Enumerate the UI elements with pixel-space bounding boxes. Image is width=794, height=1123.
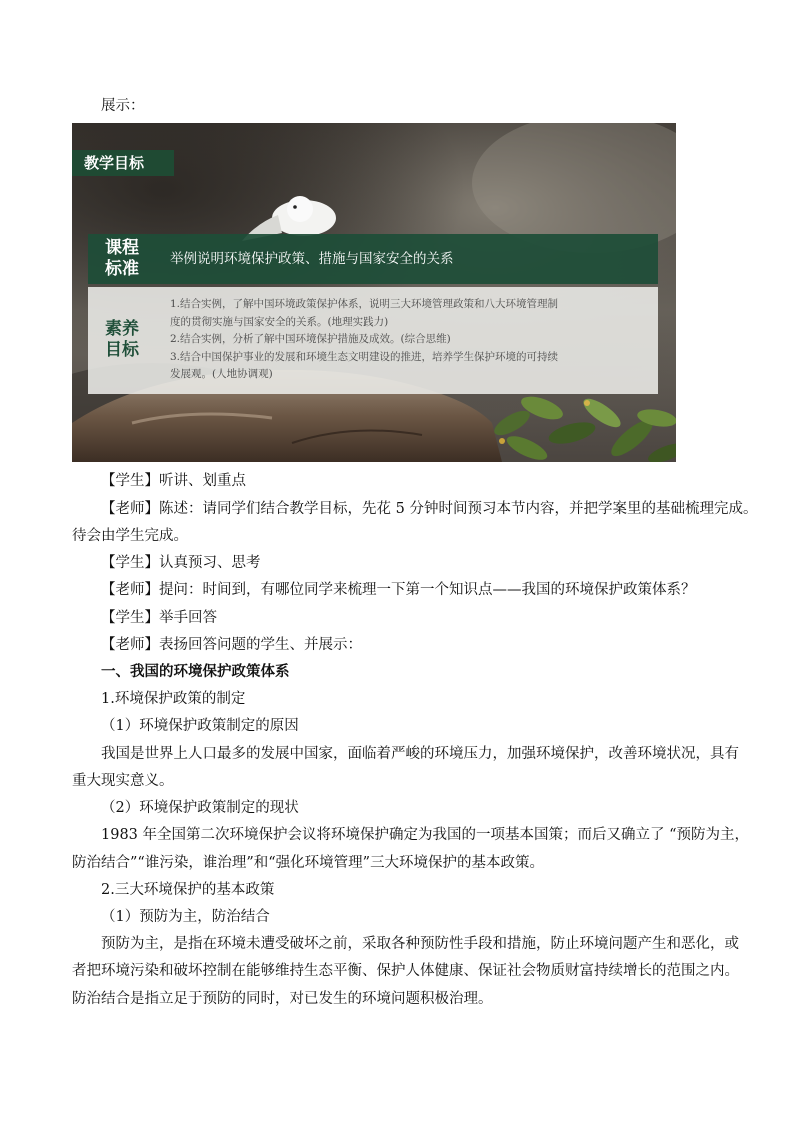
paragraph-line: 1983 年全国第二次环境保护会议将环境保护确定为我国的一项基本国策；而后又确立了 “预防为主， xyxy=(101,827,750,843)
paragraph-line: 【学生】听讲、划重点 xyxy=(101,473,246,489)
paragraph-line: 待会由学生完成。 xyxy=(72,528,188,544)
subsection-heading: 2.三大环境保护的基本政策 xyxy=(101,882,275,898)
paragraph-line: （1）预防为主，防治结合 xyxy=(101,909,270,925)
intro-text: 展示： xyxy=(101,98,145,114)
paragraph-line: 防治结合”“谁污染，谁治理”和“强化环境管理”三大环境保护的基本政策。 xyxy=(72,855,545,871)
paragraph-line: （2）环境保护政策制定的现状 xyxy=(101,800,299,816)
paragraph-line: 【学生】认真预习、思考 xyxy=(101,555,261,571)
paragraph-line: 重大现实意义。 xyxy=(72,773,174,789)
paragraph-line: 者把环境污染和破坏控制在能够维持生态平衡、保护人体健康、保证社会物质财富持续增长的范围之内。 xyxy=(72,963,739,979)
paragraph-line: 【老师】提问：时间到，有哪位同学来梳理一下第一个知识点——我国的环境保护政策体系？ xyxy=(101,582,696,598)
literacy-goals-text xyxy=(170,296,648,384)
paragraph-line: 预防为主，是指在环境未遭受破坏之前，采取各种预防性手段和措施，防止环境问题产生和恶化，或 xyxy=(101,936,739,952)
literacy-line: 3.结合中国保护事业的发展和环境生态文明建设的推进，培养学生保护环境的可持续 xyxy=(170,350,559,363)
literacy-line: 度的贯彻实施与国家安全的关系。(地理实践力) xyxy=(170,315,389,328)
teaching-goals-tag: 教学目标 xyxy=(72,150,174,176)
section-heading: 一、我国的环境保护政策体系 xyxy=(101,663,290,680)
literacy-goals-heading: 素养 目标 xyxy=(105,319,139,360)
literacy-goals-row xyxy=(88,287,658,394)
paragraph-line: 防治结合是指立足于预防的同时，对已发生的环境问题积极治理。 xyxy=(72,991,493,1007)
subsection-heading: 1.环境保护政策的制定 xyxy=(101,691,246,707)
literacy-line: 1.结合实例，了解中国环境政策保护体系，说明三大环境管理政策和八大环境管理制 xyxy=(170,298,559,310)
teaching-goals-banner xyxy=(72,123,676,462)
paragraph-line: 【学生】举手回答 xyxy=(101,610,217,626)
curriculum-standard-row xyxy=(88,234,658,284)
paragraph-line: （1）环境保护政策制定的原因 xyxy=(101,718,299,734)
curriculum-standard-text: 举例说明环境保护政策、措施与国家安全的关系 xyxy=(170,251,454,267)
paragraph-line: 【老师】表扬回答问题的学生、并展示： xyxy=(101,637,362,653)
literacy-line: 发展观。(人地协调观) xyxy=(170,368,273,380)
literacy-line: 2.结合实例，分析了解中国环境保护措施及成效。(综合思维) xyxy=(170,333,451,345)
paragraph-line: 我国是世界上人口最多的发展中国家，面临着严峻的环境压力，加强环境保护，改善环境状况，具有 xyxy=(101,746,739,762)
curriculum-standard-heading: 课程 标准 xyxy=(105,238,139,279)
paragraph-line: 【老师】陈述：请同学们结合教学目标，先花 5 分钟时间预习本节内容，并把学案里的基础梳理完成。 xyxy=(101,501,758,517)
